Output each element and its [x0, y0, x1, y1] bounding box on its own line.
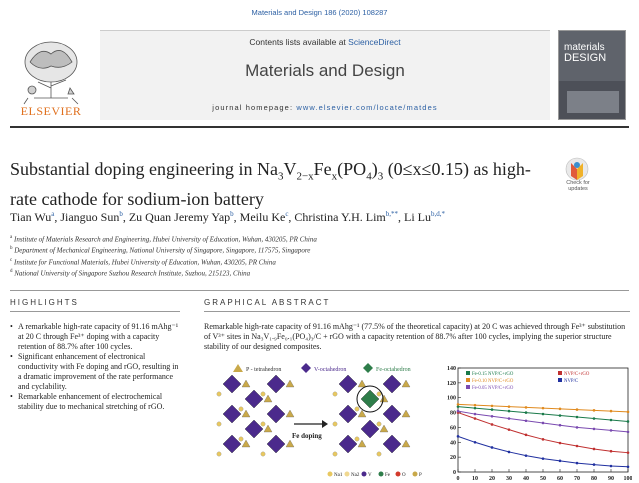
legend-swatch [466, 378, 470, 382]
y-tick-label: 140 [447, 366, 456, 372]
data-point [610, 429, 613, 432]
journal-citation[interactable]: Materials and Design 186 (2020) 108287 [251, 8, 388, 17]
x-tick-label: 40 [523, 476, 529, 482]
v-octahedron [245, 420, 263, 438]
p-tetrahedron [242, 440, 250, 447]
y-tick-label: 100 [447, 395, 456, 402]
na-atom [333, 392, 337, 396]
data-point [457, 410, 460, 413]
crystal-structure-figure [206, 362, 436, 480]
atom-legend-label: Fe [385, 473, 390, 478]
legend-fe: Fe-octahedron [376, 367, 411, 373]
atom-legend-dot [413, 472, 418, 477]
y-tick-label: 0 [453, 470, 456, 476]
legend-label: NVP/C+rGO [564, 372, 590, 377]
title-sub-2: 2−x [296, 170, 314, 183]
x-tick-label: 10 [472, 476, 478, 482]
undoped-structure [217, 375, 294, 456]
graphical-abstract-rule [204, 311, 630, 312]
x-tick-label: 20 [489, 476, 495, 482]
data-point [559, 442, 562, 445]
legend-swatch [558, 371, 562, 375]
data-point [593, 448, 596, 451]
x-tick-label: 30 [506, 476, 512, 482]
v-octahedron [223, 375, 241, 393]
data-point [610, 450, 613, 453]
y-tick-label: 80 [450, 410, 456, 417]
arrow-label: Fe doping [292, 432, 322, 440]
legend-p: P - tetrahedron [246, 367, 282, 373]
fe-octahedron-icon [363, 363, 373, 373]
data-point [593, 428, 596, 431]
na-atom [377, 422, 381, 426]
na-atom [239, 437, 243, 441]
x-tick-label: 80 [591, 476, 597, 482]
x-tick-label: 90 [608, 476, 614, 482]
p-tetrahedron [286, 410, 294, 417]
data-point [525, 434, 528, 437]
legend-v: V-octahedron [314, 367, 347, 373]
x-tick-label: 0 [456, 476, 460, 482]
sciencedirect-link[interactable]: ScienceDirect [348, 37, 401, 47]
contents-prefix: Contents lists available at [249, 37, 349, 47]
v-octahedron [339, 375, 357, 393]
v-octahedron [267, 405, 285, 423]
data-point [508, 405, 511, 408]
highlight-item: • A remarkable high-rate capacity of 91.16 mAhg⁻¹ at 20 C through Fe³⁺ doping with a capacity retention of 88.7% after 100 cycles. [10, 322, 180, 352]
title-text-3: Fe [313, 159, 332, 179]
data-point [457, 405, 460, 408]
x-tick-label: 50 [540, 476, 546, 482]
fe-octahedron [361, 390, 379, 408]
affiliation: $^b$ Department of Mechanical Engineering, National University of Singapore, Singapore, 117575, Singapore [10, 246, 311, 255]
data-point [593, 417, 596, 420]
v-octahedron-icon [301, 363, 311, 373]
atom-legend-label: O [402, 473, 406, 478]
na-atom [333, 422, 337, 426]
atom-legend-label: Na1 [334, 473, 343, 478]
data-point [559, 460, 562, 463]
atom-legend-label: V [368, 473, 372, 478]
x-tick-label: 100 [623, 476, 632, 482]
v-octahedron [339, 405, 357, 423]
highlights-heading: HIGHLIGHTS [10, 298, 79, 307]
title-sub-3: x [331, 170, 338, 183]
v-octahedron [245, 390, 263, 408]
data-point [542, 422, 545, 425]
p-tetrahedron [402, 410, 410, 417]
na-atom [217, 392, 221, 396]
structure-legend [233, 363, 411, 373]
data-point [491, 415, 494, 418]
na-atom [217, 422, 221, 426]
x-tick-label: 60 [557, 476, 563, 482]
data-point [593, 409, 596, 412]
title-text-4: (PO [337, 159, 367, 179]
v-octahedron [361, 420, 379, 438]
atom-legend-dot [345, 472, 350, 477]
y-tick-label: 120 [447, 380, 456, 387]
na-atom [261, 452, 265, 456]
doping-arrowhead-icon [322, 420, 328, 428]
p-tetrahedron [358, 380, 366, 387]
data-point [610, 410, 613, 413]
highlights-list [10, 322, 180, 412]
cover-line1: materials [564, 42, 605, 53]
na-atom [333, 452, 337, 456]
cycling-chart [440, 366, 632, 483]
na-atom [355, 437, 359, 441]
y-tick-label: 40 [450, 440, 456, 447]
legend-label: Fe-0.15 NVP/C+rGO [472, 372, 514, 377]
legend-label: Fe-0.05 NVP/C+rGO [472, 386, 514, 391]
graphical-abstract-heading: GRAPHICAL ABSTRACT [204, 298, 331, 307]
author[interactable]: Li $Lu^{b,d,*}$ [404, 210, 446, 224]
author[interactable]: Meilu Ke$^c$ [239, 210, 289, 224]
section-divider [10, 290, 629, 291]
data-point [542, 457, 545, 460]
author[interactable]: Tian Wu$^a$ [10, 210, 55, 224]
data-point [508, 428, 511, 431]
data-point [559, 424, 562, 427]
data-point [474, 417, 477, 420]
data-point [525, 419, 528, 422]
data-point [576, 426, 579, 429]
data-point [542, 438, 545, 441]
cover-line2: DESIGN [564, 52, 607, 64]
journal-name: Materials and Design [245, 61, 405, 80]
v-octahedron [383, 435, 401, 453]
p-tetrahedron [358, 440, 366, 447]
v-octahedron [383, 375, 401, 393]
data-point [508, 410, 511, 413]
data-point [576, 416, 579, 419]
title-text-1: Substantial doping engineering in Na [10, 159, 278, 179]
title-sub-5: 3 [377, 170, 384, 183]
p-tetrahedron [286, 380, 294, 387]
author[interactable]: Zu Quan Jeremy Yap$^b$ [128, 210, 234, 224]
data-point [559, 408, 562, 411]
na-atom [261, 422, 265, 426]
p-tetrahedron [242, 380, 250, 387]
data-point [474, 441, 477, 444]
na-atom [355, 407, 359, 411]
atom-legend-dot [362, 472, 367, 477]
na-atom [261, 392, 265, 396]
p-tetrahedron [264, 425, 272, 432]
homepage-prefix: journal homepage: [212, 103, 297, 112]
crossmark-line1: Check for [566, 180, 590, 186]
data-point [474, 404, 477, 407]
v-octahedron [267, 435, 285, 453]
elsevier-wordmark: ELSEVIER [20, 104, 82, 118]
highlight-item: • Significant enhancement of electronical conductivity with Fe doping and rGO, resulting in a dramatic improvement of the rate performance and cyclability. [10, 352, 180, 392]
p-tetrahedron [380, 395, 388, 402]
journal-header [100, 30, 550, 120]
crossmark-line2: updates [568, 186, 588, 192]
data-point [627, 420, 630, 423]
doped-structure [333, 375, 410, 456]
y-tick-label: 60 [450, 425, 456, 432]
p-tetrahedron [264, 395, 272, 402]
data-point [559, 414, 562, 417]
author-list: Tian Wu$^a$, Jianguo Sun$^b$, Zu Quan Jeremy Yap$^b$, Meilu Ke$^c$, Christina Y.H. Lim$^{b,**}$, Li $Lu^{b,d,*}$ [10, 210, 446, 224]
author[interactable]: Jianguo Sun$^b$ [60, 210, 123, 224]
na-atom [377, 452, 381, 456]
data-point [508, 417, 511, 420]
data-point [576, 445, 579, 448]
y-tick-label: 20 [450, 455, 456, 462]
atom-legend [328, 472, 423, 479]
data-point [508, 451, 511, 454]
p-tetrahedron [286, 440, 294, 447]
data-point [542, 413, 545, 416]
legend-swatch [466, 371, 470, 375]
cover-title [564, 43, 606, 63]
data-point [542, 407, 545, 410]
data-point [525, 454, 528, 457]
data-point [457, 403, 460, 406]
p-tetrahedron [402, 380, 410, 387]
affiliation: $^d$ National University of Singapore Suzhou Research Institute, Suzhou, 215123, China [10, 268, 251, 278]
title-text-6: (0≤x≤0.15) as high-rate cathode for sodium-ion battery [10, 159, 531, 209]
homepage-link[interactable]: www.elsevier.com/locate/matdes [296, 103, 438, 112]
v-octahedron [383, 405, 401, 423]
journal-cover-thumbnail[interactable] [558, 30, 626, 120]
legend-swatch [466, 385, 470, 389]
p-tetrahedron [380, 425, 388, 432]
affiliation-list [10, 233, 630, 278]
contents-line [100, 37, 550, 47]
p-tetrahedron [242, 410, 250, 417]
header-divider [10, 126, 629, 128]
data-point [525, 406, 528, 409]
legend-label: Fe-0.10 NVP/C+rGO [472, 379, 514, 384]
v-octahedron [267, 375, 285, 393]
x-tick-label: 70 [574, 476, 580, 482]
check-for-updates-label[interactable] [558, 180, 598, 192]
p-tetrahedron [402, 440, 410, 447]
data-point [457, 435, 460, 438]
author[interactable]: Christina Y.H. Lim$^{b,**}$ [294, 210, 399, 224]
title-text-5: ) [371, 159, 378, 179]
atom-legend-dot [396, 472, 401, 477]
data-point [525, 411, 528, 414]
data-point [576, 408, 579, 411]
data-point [627, 431, 630, 434]
data-point [576, 462, 579, 465]
data-point [610, 465, 613, 468]
v-octahedron [223, 435, 241, 453]
v-octahedron [223, 405, 241, 423]
data-point [491, 446, 494, 449]
data-point [491, 423, 494, 426]
title-sub-4: 4 [366, 170, 372, 183]
data-point [491, 408, 494, 411]
na-atom [239, 407, 243, 411]
journal-homepage [100, 103, 550, 112]
affiliation: $^a$ Institute of Materials Research and Engineering, Hubei University of Education, Wuhan, 430205, PR China [10, 235, 317, 244]
data-point [491, 405, 494, 408]
legend-label: NVP/C [564, 379, 579, 384]
highlight-item: • Remarkable enhancement of electrochemical stability due to mechanical stretching of rGO. [10, 392, 180, 412]
highlights-rule [10, 311, 180, 312]
data-point [627, 451, 630, 454]
v-octahedron [339, 435, 357, 453]
data-point [610, 419, 613, 422]
data-point [593, 463, 596, 466]
legend-swatch [558, 378, 562, 382]
atom-legend-dot [379, 472, 384, 477]
p-tetrahedron-icon [233, 364, 243, 372]
na-atom [217, 452, 221, 456]
title-sub-1: 3 [277, 170, 284, 183]
atom-legend-dot [328, 472, 333, 477]
graphical-abstract-text: Remarkable high-rate capacity of 91.16 mAhg⁻¹ (77.5% of the theoretical capacity) at 20 C was achieved through Fe³⁺ substitution of V³⁺ sites in Na₃V₁.₉Fe₀.₁(PO₄)₃/C + rGO with a capacity retention of 88.7% after 100 cycles, implying the superior structure stability of our designed composites. [204, 322, 626, 351]
data-point [627, 411, 630, 414]
data-point [474, 413, 477, 416]
atom-legend-label: P [419, 473, 422, 478]
affiliation: $^c$ Institute for Functional Materials, Hubei University of Education, Wuhan, 430205, PR China [10, 257, 276, 266]
article-title [10, 158, 550, 210]
title-text-2: V [283, 159, 297, 179]
data-point [474, 407, 477, 410]
data-point [627, 466, 630, 469]
atom-legend-label: Na2 [351, 473, 360, 478]
na-atom [377, 392, 381, 396]
